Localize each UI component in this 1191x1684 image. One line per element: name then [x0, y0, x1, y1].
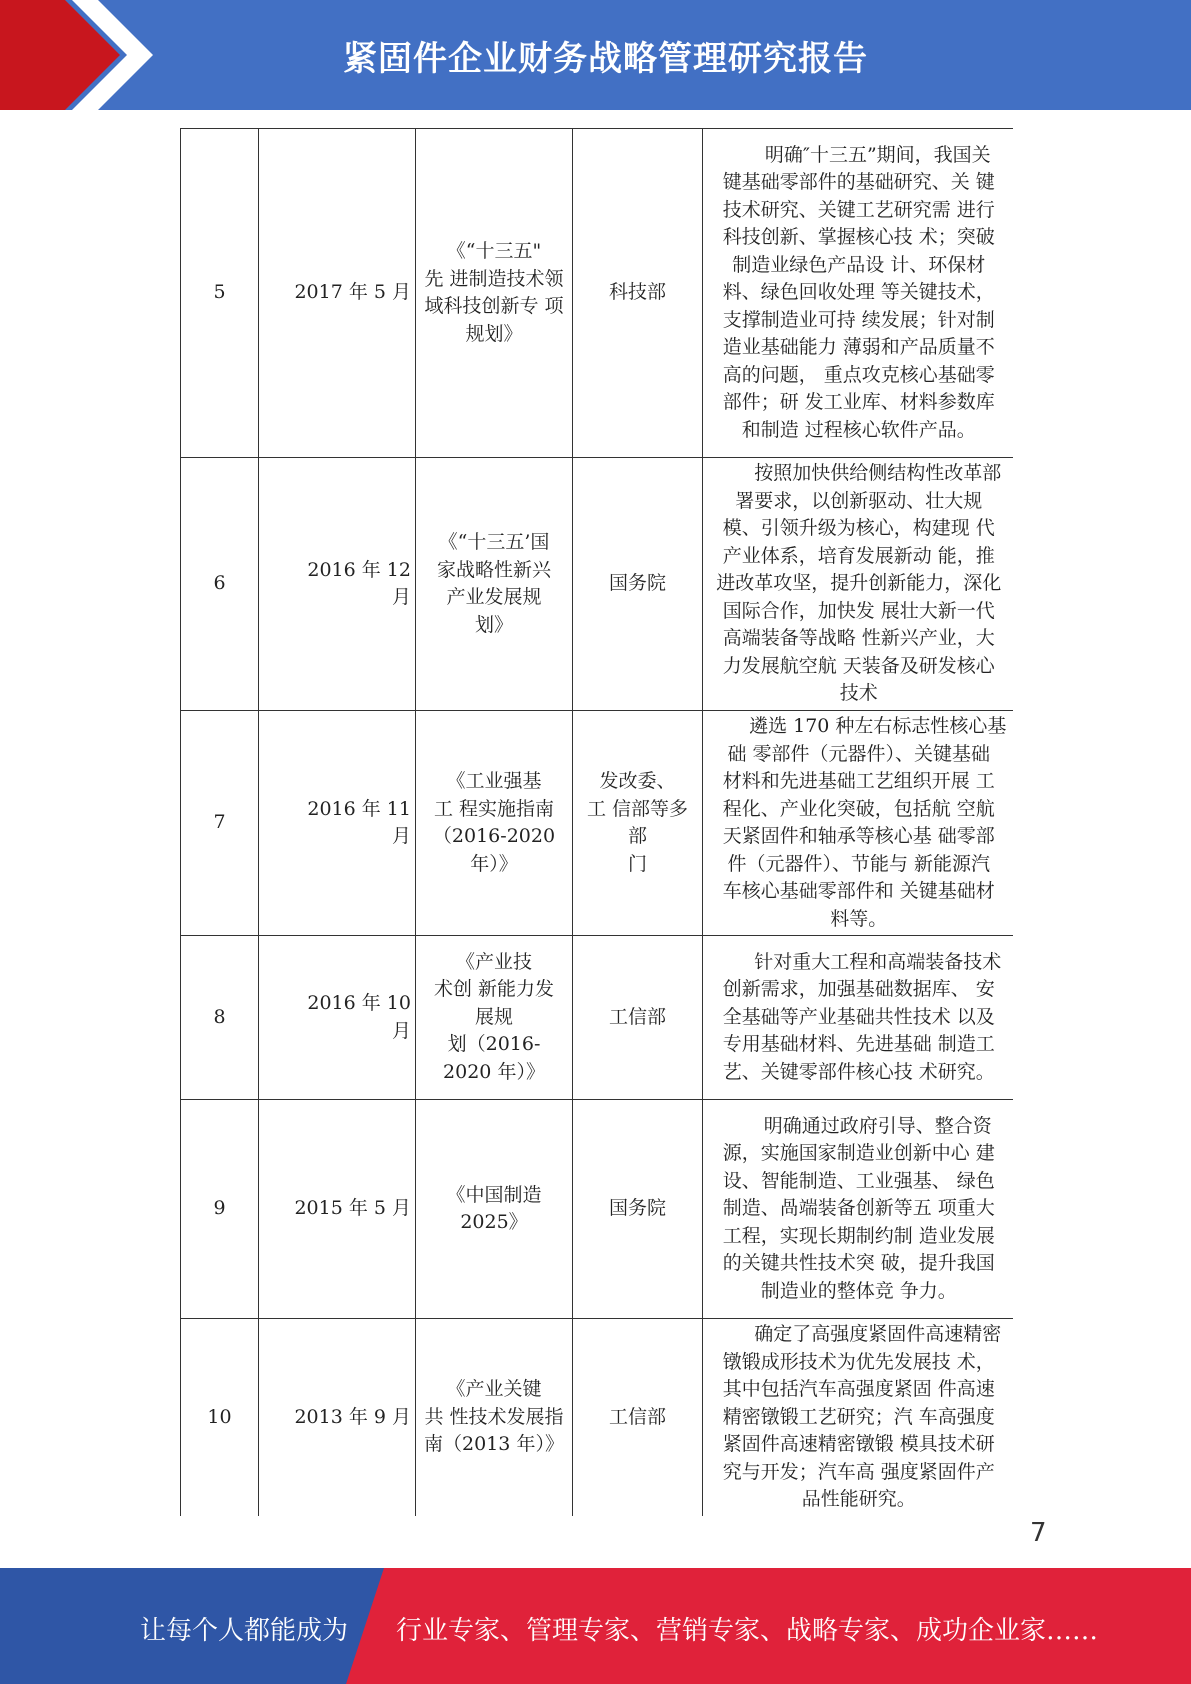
row-number: 10 — [181, 1319, 259, 1516]
page-number: 7 — [1030, 1518, 1047, 1548]
release-date: 2013 年 9 月 — [259, 1319, 416, 1516]
table-row — [181, 711, 1013, 936]
release-date: 2015 年 5 月 — [259, 1100, 416, 1319]
policy-title: 《中国制造 2025》 — [416, 1100, 573, 1319]
release-date: 2016 年 11 月 — [259, 711, 416, 936]
policy-title: 《工业强基 工 程实施指南 （2016-2020 年）》 — [416, 711, 573, 936]
issuing-department: 科技部 — [573, 129, 703, 458]
policy-title: 《“十三五’国 家战略性新兴 产业发展规 划》 — [416, 458, 573, 711]
footer-slogan-left: 让每个人都能成为 — [140, 1616, 349, 1646]
table-row — [181, 1100, 1013, 1319]
issuing-department: 国务院 — [573, 1100, 703, 1319]
policy-description: 按照加快供给侧结构性改革部 署要求，以创新驱动、壮大规 模、引领升级为核心，构建现 代 产业体系，培育发展新动 能，推 进改革攻坚，提升创新能力，深化 国际合作，加快发 展壮大新一代 高端装备等战略 性新兴产业，大 力发展航空航 天装备及研发核心 技术 — [703, 458, 1013, 711]
policy-description: 遴选 170 种左右标志性核心基 础 零部件（元器件）、关键基础 材料和先进基础工艺组织开展 工 程化、产业化突破，包括航 空航 天紧固件和轴承等核心基 础零部 件（元器件）、节能与 新能源汽 车核心基础零部件和 关键基础材 料等。 — [703, 711, 1013, 936]
table-row — [181, 129, 1013, 458]
footer-slogan-right: 行业专家、管理专家、营销专家、战略专家、成功企业家…… — [396, 1616, 1099, 1646]
issuing-department: 发改委、 工 信部等多 部 门 — [573, 711, 703, 936]
row-number: 5 — [181, 129, 259, 458]
policy-table — [180, 128, 1013, 1516]
table-row — [181, 936, 1013, 1100]
header-arrow-decoration — [0, 0, 160, 110]
report-title: 紧固件企业财务战略管理研究报告 — [343, 38, 868, 79]
issuing-department: 工信部 — [573, 936, 703, 1100]
table-row — [181, 1319, 1013, 1516]
release-date: 2016 年 12 月 — [259, 458, 416, 711]
release-date: 2017 年 5 月 — [259, 129, 416, 458]
issuing-department: 国务院 — [573, 458, 703, 711]
policy-description: 确定了高强度紧固件高速精密 镦锻成形技术为优先发展技 术， 其中包括汽车高强度紧固 件高速 精密镦锻工艺研究；汽 车高强度 紧固件高速精密镦锻 模具技术研 究与开发；汽车高 强度紧固件产 品性能研究。 — [703, 1319, 1013, 1516]
policy-description: 针对重大工程和高端装备技术 创新需求，加强基础数据库、 安 全基础等产业基础共性技术 以及 专用基础材料、先进基础 制造工 艺、关键零部件核心技 术研究。 — [703, 936, 1013, 1100]
row-number: 6 — [181, 458, 259, 711]
issuing-department: 工信部 — [573, 1319, 703, 1516]
row-number: 9 — [181, 1100, 259, 1319]
release-date: 2016 年 10 月 — [259, 936, 416, 1100]
table-row — [181, 458, 1013, 711]
policy-title: 《产业技 术创 新能力发 展规 划（2016- 2020 年）》 — [416, 936, 573, 1100]
policy-description: 明确″十三五”期间，我国关 键基础零部件的基础研究、关 键 技术研究、关键工艺研究需 进行 科技创新、掌握核心技 术；突破 制造业绿色产品设 计、环保材 料、绿色回收处理 等关键技术， 支撑制造业可持 续发展；针对制 造业基础能力 薄弱和产品质量不 高的问题， 重点攻克核心基础零 部件；研 发工业库、材料参数库 和制造 过程核心软件产品。 — [703, 129, 1013, 458]
policy-description: 明确通过政府引导、整合资 源，实施国家制造业创新中心 建 设、智能制造、工业强基、 绿色 制造、咼端装备创新等五 项重大 工程，实现长期制约制 造业发展 的关键共性技术突 破，提升我国 制造业的整体竞 争力。 — [703, 1100, 1013, 1319]
row-number: 7 — [181, 711, 259, 936]
policy-title: 《产业关键 共 性技术发展指 南（2013 年）》 — [416, 1319, 573, 1516]
policy-title: 《“十三五" 先 进制造技术领 域科技创新专 项 规划》 — [416, 129, 573, 458]
row-number: 8 — [181, 936, 259, 1100]
